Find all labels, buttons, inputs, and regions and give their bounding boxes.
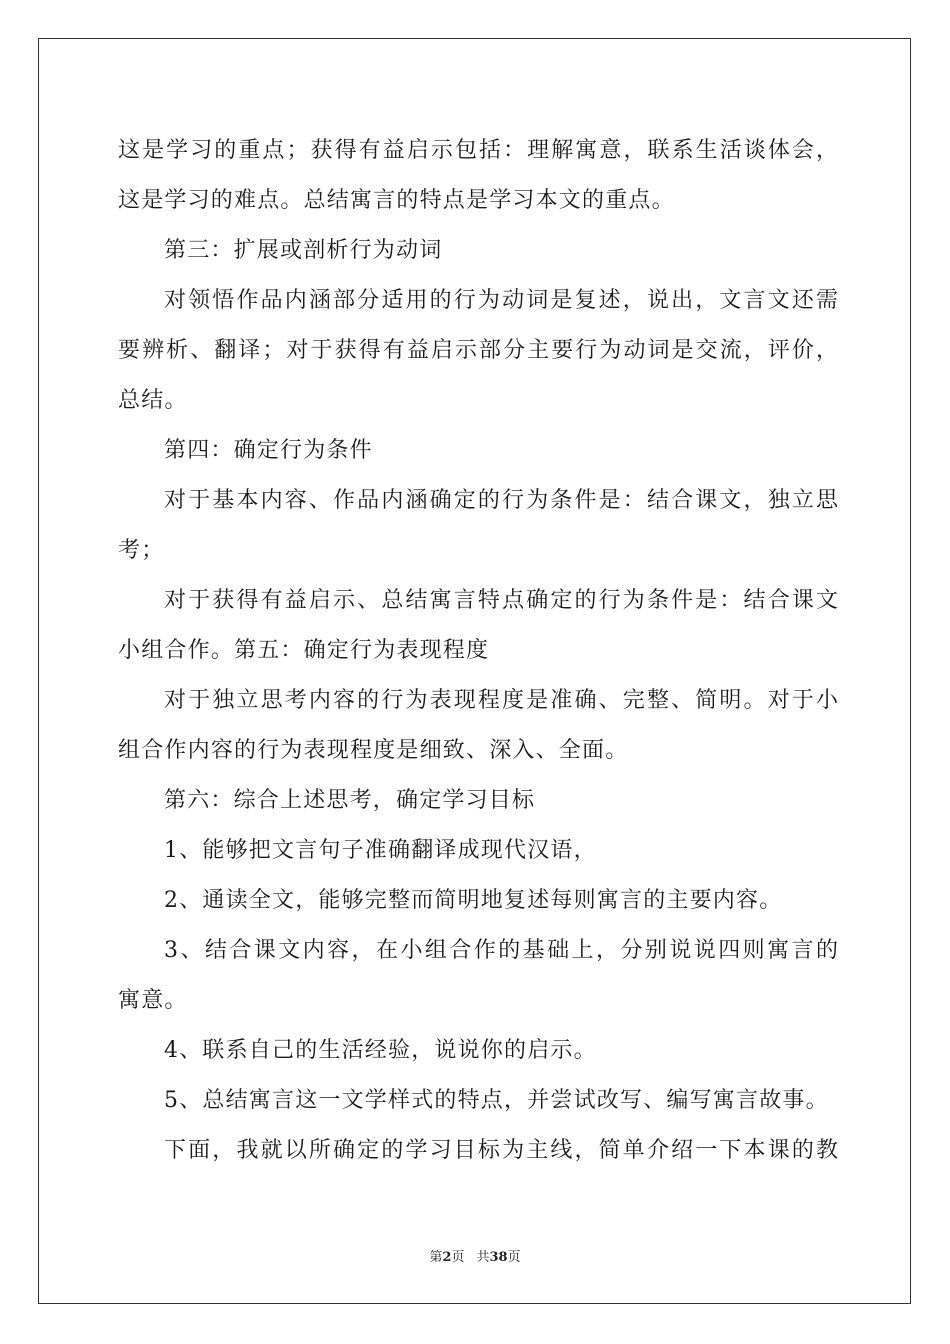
page-footer [0, 1246, 950, 1265]
text-line: 要辨析、翻译；对于获得有益启示部分主要行为动词是交流，评价， [118, 338, 838, 363]
text-line: 对领悟作品内涵部分适用的行为动词是复述，说出，文言文还需 [164, 288, 838, 313]
list-item: 4、联系自己的生活经验，说说你的启示。 [164, 1038, 597, 1063]
text-line: 这是学习的重点；获得有益启示包括：理解寓意，联系生活谈体会， [118, 138, 838, 163]
total-pages: 38 [489, 1250, 508, 1265]
page-suffix: 页 [451, 1250, 465, 1265]
text-line: 组合作内容的行为表现程度是细致、深入、全面。 [118, 738, 629, 763]
text-line: 下面，我就以所确定的学习目标为主线，简单介绍一下本课的教 [164, 1138, 838, 1163]
text-line: 这是学习的难点。总结寓言的特点是学习本文的重点。 [118, 188, 675, 213]
page-prefix: 第 [429, 1250, 443, 1265]
list-item: 5、总结寓言这一文学样式的特点，并尝试改写、编写寓言故事。 [164, 1088, 829, 1113]
total-prefix: 共 [476, 1250, 490, 1265]
list-item: 2、通读全文，能够完整而简明地复述每则寓言的主要内容。 [164, 888, 783, 913]
list-item: 3、结合课文内容，在小组合作的基础上，分别说说四则寓言的 [164, 938, 838, 963]
text-line: 寓意。 [118, 988, 188, 1013]
page-number: 2 [442, 1250, 452, 1265]
text-line: 对于获得有益启示、总结寓言特点确定的行为条件是：结合课文 [164, 588, 838, 613]
text-line: 考； [118, 538, 165, 563]
section-heading: 第三：扩展或剖析行为动词 [164, 238, 443, 263]
section-heading: 第四：确定行为条件 [164, 438, 373, 463]
document-body [118, 126, 838, 1176]
total-suffix: 页 [507, 1250, 521, 1265]
text-line: 对于独立思考内容的行为表现程度是准确、完整、简明。对于小 [164, 688, 838, 713]
text-line: 总结。 [118, 388, 188, 413]
section-heading: 第六：综合上述思考，确定学习目标 [164, 788, 536, 813]
list-item: 1、能够把文言句子准确翻译成现代汉语， [164, 838, 597, 863]
text-line: 小组合作。第五：确定行为表现程度 [118, 638, 490, 663]
text-line: 对于基本内容、作品内涵确定的行为条件是：结合课文，独立思 [164, 488, 838, 513]
